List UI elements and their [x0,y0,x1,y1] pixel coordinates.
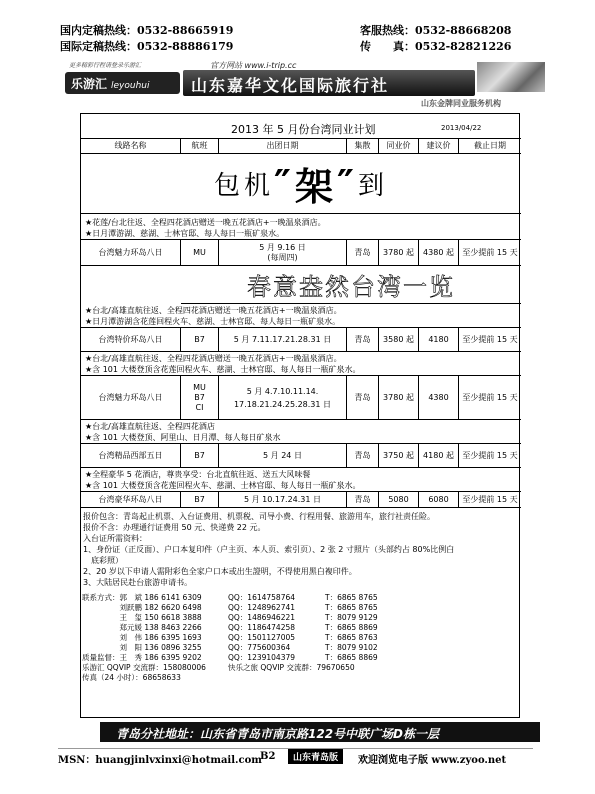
hotlines [60,22,530,56]
contact-tel: T：8079 9102 [325,643,378,652]
contact-qq: QQ：1248962741 [228,603,296,612]
contact-name-phone: 王 玺 150 6618 3888 [82,613,202,622]
route-note: ★含 101 大楼登顶含花莲回程火车、慈湖、士林官邸、每人每日一瓶矿泉水。 [85,365,361,374]
agency-name: 山东嘉华文化国际旅行社 [183,70,475,96]
brand-logo-text: 乐游汇 [71,77,108,91]
row1-date-line: 5 月 9.16 日 [259,242,306,252]
row1-flight: MU [181,240,219,266]
route-notes-3 [81,352,521,376]
row5-route: 台湾豪华环岛八日 [81,492,181,508]
row1-date-note: (每周四) [267,252,298,262]
contact-qq: QQ：775600364 [228,643,291,652]
row3-flight-code: MU [193,382,206,392]
contact-row [82,633,422,643]
contact-tel: T：8079 9129 [325,613,378,622]
route-note: ★日月潭游湖、慈湖、士林官邸、每人每日一瓶矿泉水。 [85,229,285,238]
route-note: ★含 101 大楼登顶含花莲回程火车、慈湖、士林官邸、每人每日一瓶矿泉水。 [85,481,361,490]
route-notes-4 [81,420,521,444]
contact-name-phone: 刘 阳 136 0896 3255 [82,643,202,652]
row4-route: 台湾精品西部五日 [81,444,181,468]
row4-flight: B7 [181,444,219,468]
contact-row [82,673,422,683]
spring-banner-text: 春意盎然台湾一览 [247,273,455,301]
row2-flight: B7 [181,328,219,352]
row2-peer-price: 3580 起 [379,328,419,352]
contact-tel: T：6865 8869 [325,623,378,632]
brand-website: 官方网站 www.i-trip.cc [210,61,297,70]
contact-tel: T：6865 8869 [325,653,378,662]
row1-peer-price: 3780 起 [379,240,419,266]
fax-number: 传 真：0532-82821226 [360,40,512,53]
contact-name-phone: 郑元媛 138 8463 2266 [82,623,202,632]
row1-suggest-price: 4380 起 [419,240,459,266]
col-peer-price: 同业价 [379,138,419,154]
charter-banner-a: 包机 [213,171,274,201]
contact-name-phone: 刘 伟 186 6395 1693 [82,633,202,642]
website-link[interactable]: 欢迎浏览电子版 www.zyoo.net [358,755,507,766]
contact-qq: QQ：1239104379 [228,653,296,662]
contact-tel: T：6865 8765 [325,593,378,602]
col-flight: 航班 [181,138,219,154]
row4-hub: 青岛 [347,444,379,468]
row5-date: 5 月 10.17.24.31 日 [219,492,347,508]
row5-deadline: 至少提前 15 天 [459,492,521,508]
edition-badge: 山东青岛版 [288,749,343,764]
service-hotline: 客服热线：0532-88668208 [360,24,512,37]
doc-date: 2013/04/22 [441,124,482,132]
contact-list [82,593,422,683]
route-note: ★花莲/台北往返、全程四花酒店赠送一晚五花酒店+一晚温泉酒店。 [85,218,326,227]
row2-route: 台湾特价环岛八日 [81,328,181,352]
brand-banner [65,60,545,108]
page-footer [58,748,533,764]
col-suggest-price: 建议价 [419,138,459,154]
contact-qq: QQ：1486946221 [228,613,296,622]
info-line: 1、身份证（正反面）、户口本复印件（户主页、本人页、索引页）、2 张 2 寸照片（头部约占 80%比例白 [83,545,455,554]
row3-hub: 青岛 [347,376,379,420]
charter-banner-q2: ″ [337,161,358,206]
contact-name-phone: 联系方式：郭 斌 186 6141 6309 [82,593,202,602]
doc-header [81,119,521,137]
contact-qq: QQ：1186474258 [228,623,296,632]
row3-deadline: 至少提前 15 天 [459,376,521,420]
route-note: ★台北/高雄直航往返、全程四花酒店 [85,422,215,431]
charter-banner [81,154,521,214]
row1-deadline: 至少提前 15 天 [459,240,521,266]
info-line: 报价包含：青岛起止机票、入台证费用、机票税、司导小费、行程用餐、旅游用车，旅行社责任险。 [83,512,435,521]
charter-banner-q1: ″ [274,161,295,206]
row3-peer-price: 3780 起 [379,376,419,420]
msn-contact: MSN：huangjinlvxinxi@hotmail.com [58,755,262,766]
contact-row [82,593,422,603]
route-note: ★台北/高雄直航往返、全程四花酒店赠送一晚五花酒店+一晚温泉酒店。 [85,306,342,315]
domestic-hotline: 国内定稿热线：0532-88665919 [60,24,234,37]
row3-flight [181,376,219,420]
contact-name-phone: 刘跃鹏 182 6620 6498 [82,603,202,612]
route-notes-1 [81,216,521,240]
row4-date: 5 月 24 日 [219,444,347,468]
info-line: 报价不含：办理通行证费用 50 元、快递费 22 元。 [83,523,266,532]
col-hub: 集散 [347,138,379,154]
row5-suggest-price: 6080 [419,492,459,508]
row3-route: 台湾魅力环岛八日 [81,376,181,420]
fax-line: 传真（24 小时）：68658633 [82,673,181,682]
row4-deadline: 至少提前 15 天 [459,444,521,468]
contact-row [82,643,422,653]
route-notes-2 [81,304,521,328]
route-note: ★台北/高雄直航往返、全程四花酒店赠送一晚五花酒店+一晚温泉酒店。 [85,354,342,363]
row3-date-line: 5 月 4.7.10.11.14. [246,386,319,396]
row5-flight: B7 [181,492,219,508]
price-info [83,511,519,588]
contact-qq: QQ：1614758764 [228,593,296,602]
route-note: ★日月潭游湖含花莲回程火车、慈湖、士林官邸、每人每日一瓶矿泉水。 [85,317,341,326]
row5-hub: 青岛 [347,492,379,508]
contact-tel: T：6865 8765 [325,603,378,612]
row1-date [219,240,347,266]
row5-peer-price: 5080 [379,492,419,508]
row1-hub: 青岛 [347,240,379,266]
brand-photo [477,62,545,92]
route-note: ★全程豪华 5 花酒店，尊贵享受：台北直航往返、送五大风味餐 [85,470,311,479]
contact-row [82,663,422,673]
intl-hotline: 国际定稿热线：0532-88886179 [60,40,234,53]
row2-date: 5 月 7.11.17.21.28.31 日 [219,328,347,352]
row2-suggest-price: 4180 [419,328,459,352]
spring-banner [181,266,521,304]
branch-address: 青岛分社地址：山东省青岛市南京路122号中联广场D栋一层 [100,722,540,742]
info-line: 2、20 岁以下申请人需附彩色全家户口本或出生證明，不得使用黑白複印件。 [83,567,357,576]
contact-row [82,603,422,613]
brand-logo [65,72,180,94]
col-deadline: 截止日期 [459,138,521,154]
info-line: 3、大陆居民赴台旅游申请书。 [83,578,193,587]
col-route: 线路名称 [81,138,181,154]
row4-peer-price: 3750 起 [379,444,419,468]
row3-date [219,376,347,420]
contact-row [82,623,422,633]
info-line: 底彩照） [83,556,123,565]
brand-slogan: 更多精彩行程请登录乐游汇 [69,62,142,69]
page-number: B2 [260,751,276,762]
route-notes-5 [81,468,521,492]
route-note: ★含 101 大楼登顶、阿里山、日月潭、每人每日矿泉水 [85,433,281,442]
col-date: 出团日期 [219,138,347,154]
contact-row [82,613,422,623]
row3-suggest-price: 4380 [419,376,459,420]
brand-logo-en: leyouhui [111,81,150,91]
brand-subtitle: 山东金牌同业服务机构 [421,99,501,108]
charter-banner-b: 架 [294,164,337,209]
contact-row [82,653,422,663]
row4-suggest-price: 4180 起 [419,444,459,468]
row3-flight-code: CI [195,402,204,412]
qq-group: 乐游汇 QQVIP 交流群：158080006 [82,663,206,672]
charter-banner-c: 到 [357,171,388,201]
row2-hub: 青岛 [347,328,379,352]
contact-qq: QQ：1501127005 [228,633,296,642]
qq-group: 快乐之旅 QQVIP 交流群：79670650 [228,663,355,672]
row3-flight-code: B7 [194,392,205,402]
info-line: 入台证所需资料： [83,534,147,543]
contact-name-phone: 质量监督：王 秀 186 6395 9202 [82,653,202,662]
doc-title: 2013 年 5 月份台湾同业计划 [231,123,376,136]
row2-deadline: 至少提前 15 天 [459,328,521,352]
row3-date-line: 17.18.21.24.25.28.31 日 [233,399,332,409]
row1-route: 台湾魅力环岛八日 [81,240,181,266]
contact-tel: T：6865 8763 [325,633,378,642]
